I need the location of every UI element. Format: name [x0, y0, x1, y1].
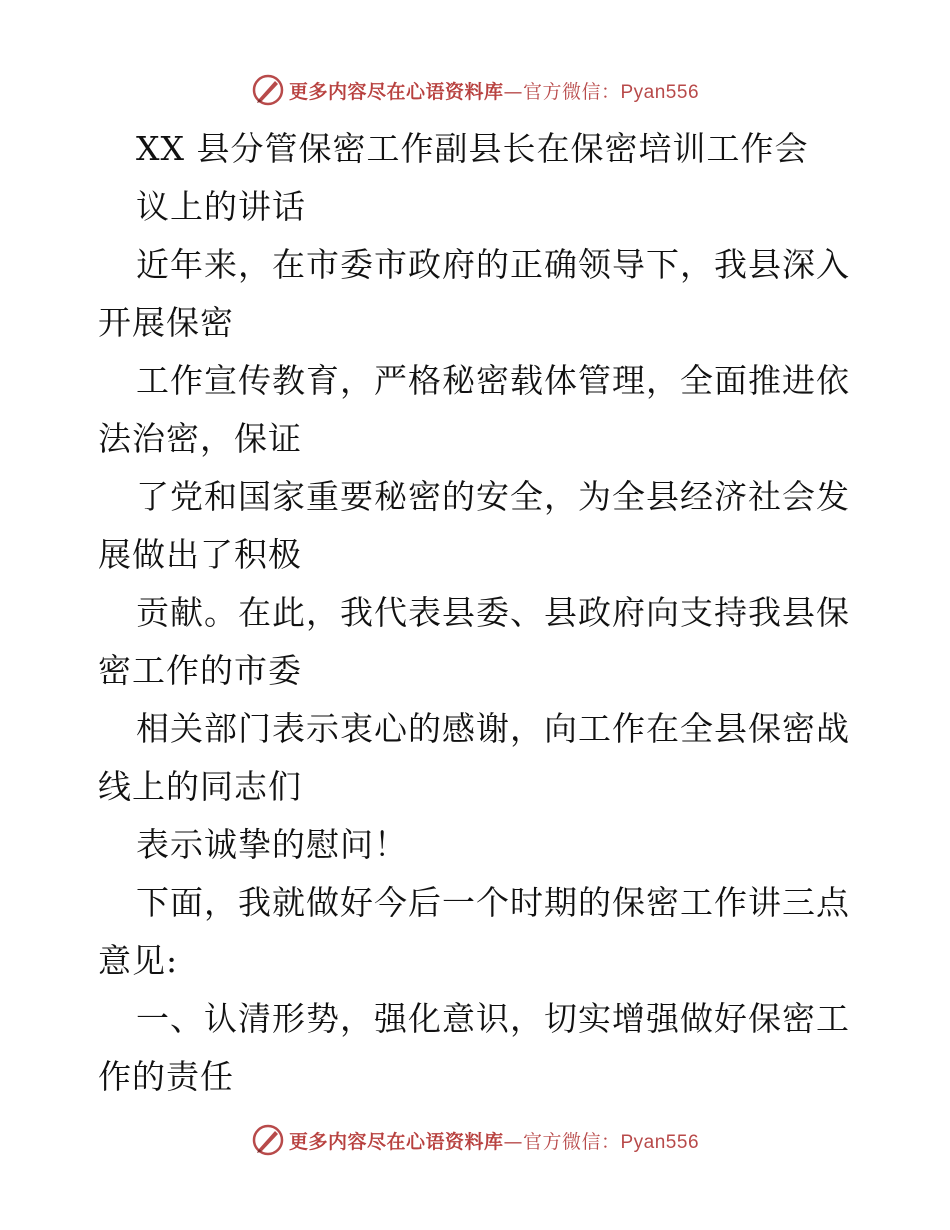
document-line: 表示诚挚的慰问！ [136, 825, 408, 864]
banner-dash: — [503, 80, 523, 103]
document-body [98, 120, 858, 1106]
document-line: 作的责任 [98, 1057, 234, 1096]
document-line: 工作宣传教育，严格秘密载体管理，全面推进依 [136, 361, 850, 400]
banner-handle: Pyan556 [620, 1131, 700, 1153]
banner-dash: — [503, 1130, 523, 1153]
document-line: 相关部门表示衷心的感谢，向工作在全县保密战 [136, 709, 850, 748]
document-line: 下面，我就做好今后一个时期的保密工作讲三点 [136, 883, 850, 922]
header-watermark-banner [0, 70, 950, 110]
banner-handle: Pyan556 [620, 81, 700, 103]
document-line: 一、认清形势，强化意识，切实增强做好保密工 [136, 999, 850, 1038]
document-line: 密工作的市委 [98, 651, 302, 690]
document-line: 贡献。在此，我代表县委、县政府向支持我县保 [136, 593, 850, 632]
banner-label: 官方微信： [522, 80, 621, 103]
document-line: 意见: [98, 941, 179, 980]
banner-label: 官方微信： [522, 1130, 621, 1153]
document-line: 了党和国家重要秘密的安全，为全县经济社会发 [136, 477, 850, 516]
document-line: XX 县分管保密工作副县长在保密培训工作会 [136, 129, 809, 168]
quill-logo-icon [251, 1123, 285, 1157]
footer-watermark-banner [0, 1120, 950, 1160]
document-line: 线上的同志们 [98, 767, 302, 806]
document-line: 展做出了积极 [98, 535, 302, 574]
banner-site-text: 更多内容尽在心语资料库 [288, 1130, 504, 1153]
document-line: 近年来，在市委市政府的正确领导下，我县深入 [136, 245, 850, 284]
document-line: 议上的讲话 [136, 187, 306, 226]
banner-site-text: 更多内容尽在心语资料库 [288, 80, 504, 103]
document-line: 开展保密 [98, 303, 234, 342]
document-line: 法治密，保证 [98, 419, 302, 458]
quill-logo-icon [251, 73, 285, 107]
